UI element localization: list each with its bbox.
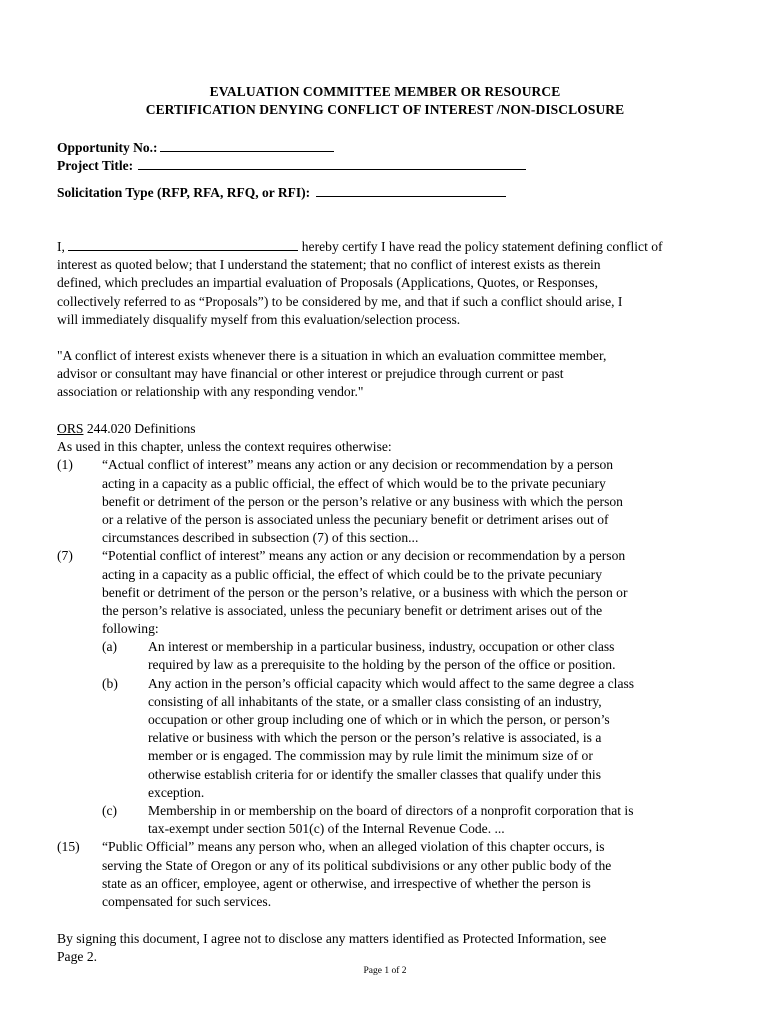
- closing-paragraph: [57, 930, 725, 966]
- definition-line: following:: [102, 621, 159, 637]
- definition-line: benefit or detriment of the person or the person’s relative, or a business with which the person or: [102, 584, 628, 600]
- subitem-number: (c): [102, 802, 118, 818]
- subitem-line: consisting of all inhabitants of the state, or a smaller class consisting of an industry,: [148, 693, 602, 709]
- certification-line1-rest: hereby certify I have read the policy statement defining conflict of: [301, 239, 663, 254]
- definition-line: “Public Official” means any person who, when an alleged violation of this chapter occurs, is: [102, 839, 605, 855]
- definition-line: serving the State of Oregon or any of its political subdivisions or any other public body of the: [102, 857, 612, 873]
- ors-link[interactable]: ORS: [57, 421, 84, 436]
- name-blank[interactable]: [68, 238, 298, 251]
- definition-line: acting in a capacity as a public official, the effect of which could be to the private pecuniary: [102, 566, 602, 582]
- quote-line: advisor or consultant may have financial or other interest or prejudice through current or past: [57, 366, 564, 382]
- subitem-line: relative or business with which the person or the person’s relative is associated, is a: [148, 730, 602, 746]
- solicitation-type-blank[interactable]: [316, 184, 506, 197]
- solicitation-type-field: [57, 184, 506, 201]
- certification-line: interest as quoted below; that I understand the statement; that no conflict of interest exists as therein: [57, 257, 601, 273]
- subitem-line: An interest or membership in a particular business, industry, occupation or other class: [148, 639, 615, 655]
- opportunity-number-blank[interactable]: [160, 139, 334, 152]
- project-title-field: [57, 157, 526, 174]
- definition-line: “Actual conflict of interest” means any action or any decision or recommendation by a person: [102, 457, 614, 473]
- certification-line: [57, 238, 725, 256]
- definition-item-15: [57, 838, 725, 911]
- subitem-line: member or is engaged. The commission may by rule limit the minimum size of or: [148, 748, 593, 764]
- opportunity-number-label: Opportunity No.:: [57, 140, 158, 155]
- definition-line: compensated for such services.: [102, 893, 272, 909]
- document-title-line1: EVALUATION COMMITTEE MEMBER OR RESOURCE: [209, 84, 561, 99]
- definition-line: state as an officer, employee, agent or otherwise, and irrespective of whether the person is: [102, 875, 591, 891]
- definition-number: (7): [57, 548, 73, 564]
- quote-line: "A conflict of interest exists whenever there is a situation in which an evaluation committee member,: [57, 348, 607, 363]
- subitem-a: [57, 638, 725, 674]
- conflict-quote: [57, 347, 725, 402]
- certification-line: defined, which precludes an impartial evaluation of Proposals (Applications, Quotes, or Responses,: [57, 275, 598, 291]
- definition-line: acting in a capacity as a public official, the effect of which would be to the private pecuniary: [102, 475, 606, 491]
- definitions-heading-rest: 244.020 Definitions: [83, 421, 196, 436]
- definition-line: benefit or detriment of the person or the person’s relative or any business with which the person: [102, 493, 623, 509]
- closing-line: By signing this document, I agree not to disclose any matters identified as Protected Information, see: [57, 931, 607, 946]
- document-title-line2: CERTIFICATION DENYING CONFLICT OF INTEREST /NON-DISCLOSURE: [145, 102, 625, 117]
- definition-item-7: [57, 547, 725, 638]
- subitem-line: tax-exempt under section 501(c) of the Internal Revenue Code. ...: [148, 821, 505, 837]
- definition-line: the person’s relative is associated, unless the pecuniary benefit or detriment arises out of the: [102, 602, 603, 618]
- definition-number: (1): [57, 457, 73, 473]
- certification-lead: I,: [57, 239, 65, 254]
- definitions-section: [57, 420, 725, 911]
- project-title-blank[interactable]: [138, 157, 526, 170]
- certification-line: collectively referred to as “Proposals”) to be considered by me, and that if such a conflict should arise, I: [57, 293, 623, 309]
- subitem-line: exception.: [148, 784, 205, 800]
- definition-number: (15): [57, 839, 80, 855]
- certification-paragraph: [57, 238, 725, 329]
- definition-line: circumstances described in subsection (7) of this section...: [102, 530, 419, 546]
- definition-item-1: [57, 456, 725, 547]
- subitem-line: Membership in or membership on the board of directors of a nonprofit corporation that is: [148, 802, 634, 818]
- definitions-intro: As used in this chapter, unless the context requires otherwise:: [57, 439, 392, 455]
- subitem-line: Any action in the person’s official capacity which would affect to the same degree a class: [148, 675, 635, 691]
- quote-line: association or relationship with any responding vendor.": [57, 384, 364, 400]
- solicitation-type-label: Solicitation Type (RFP, RFA, RFQ, or RFI):: [57, 185, 311, 200]
- subitem-line: otherwise establish criteria for or identify the smaller classes that qualify under this: [148, 766, 601, 782]
- subitem-number: (b): [102, 675, 118, 691]
- closing-line: Page 2.: [57, 949, 98, 965]
- definition-line: or a relative of the person is associated unless the pecuniary benefit or detriment arises out of: [102, 511, 609, 527]
- subitem-c: [57, 802, 725, 838]
- subitem-line: occupation or other group including one of which or in which the person, or person’s: [148, 712, 610, 727]
- subitem-number: (a): [102, 639, 118, 655]
- definitions-heading: [57, 420, 725, 438]
- page-number: Page 1 of 2: [363, 966, 407, 976]
- subitem-b: [57, 675, 725, 802]
- project-title-label: Project Title:: [57, 158, 134, 173]
- subitem-line: required by law as a prerequisite to the holding by the person of the office or position.: [148, 657, 616, 673]
- definition-line: “Potential conflict of interest” means any action or any decision or recommendation by a person: [102, 548, 626, 564]
- certification-line: will immediately disqualify myself from this evaluation/selection process.: [57, 311, 461, 327]
- opportunity-number-field: [57, 139, 334, 156]
